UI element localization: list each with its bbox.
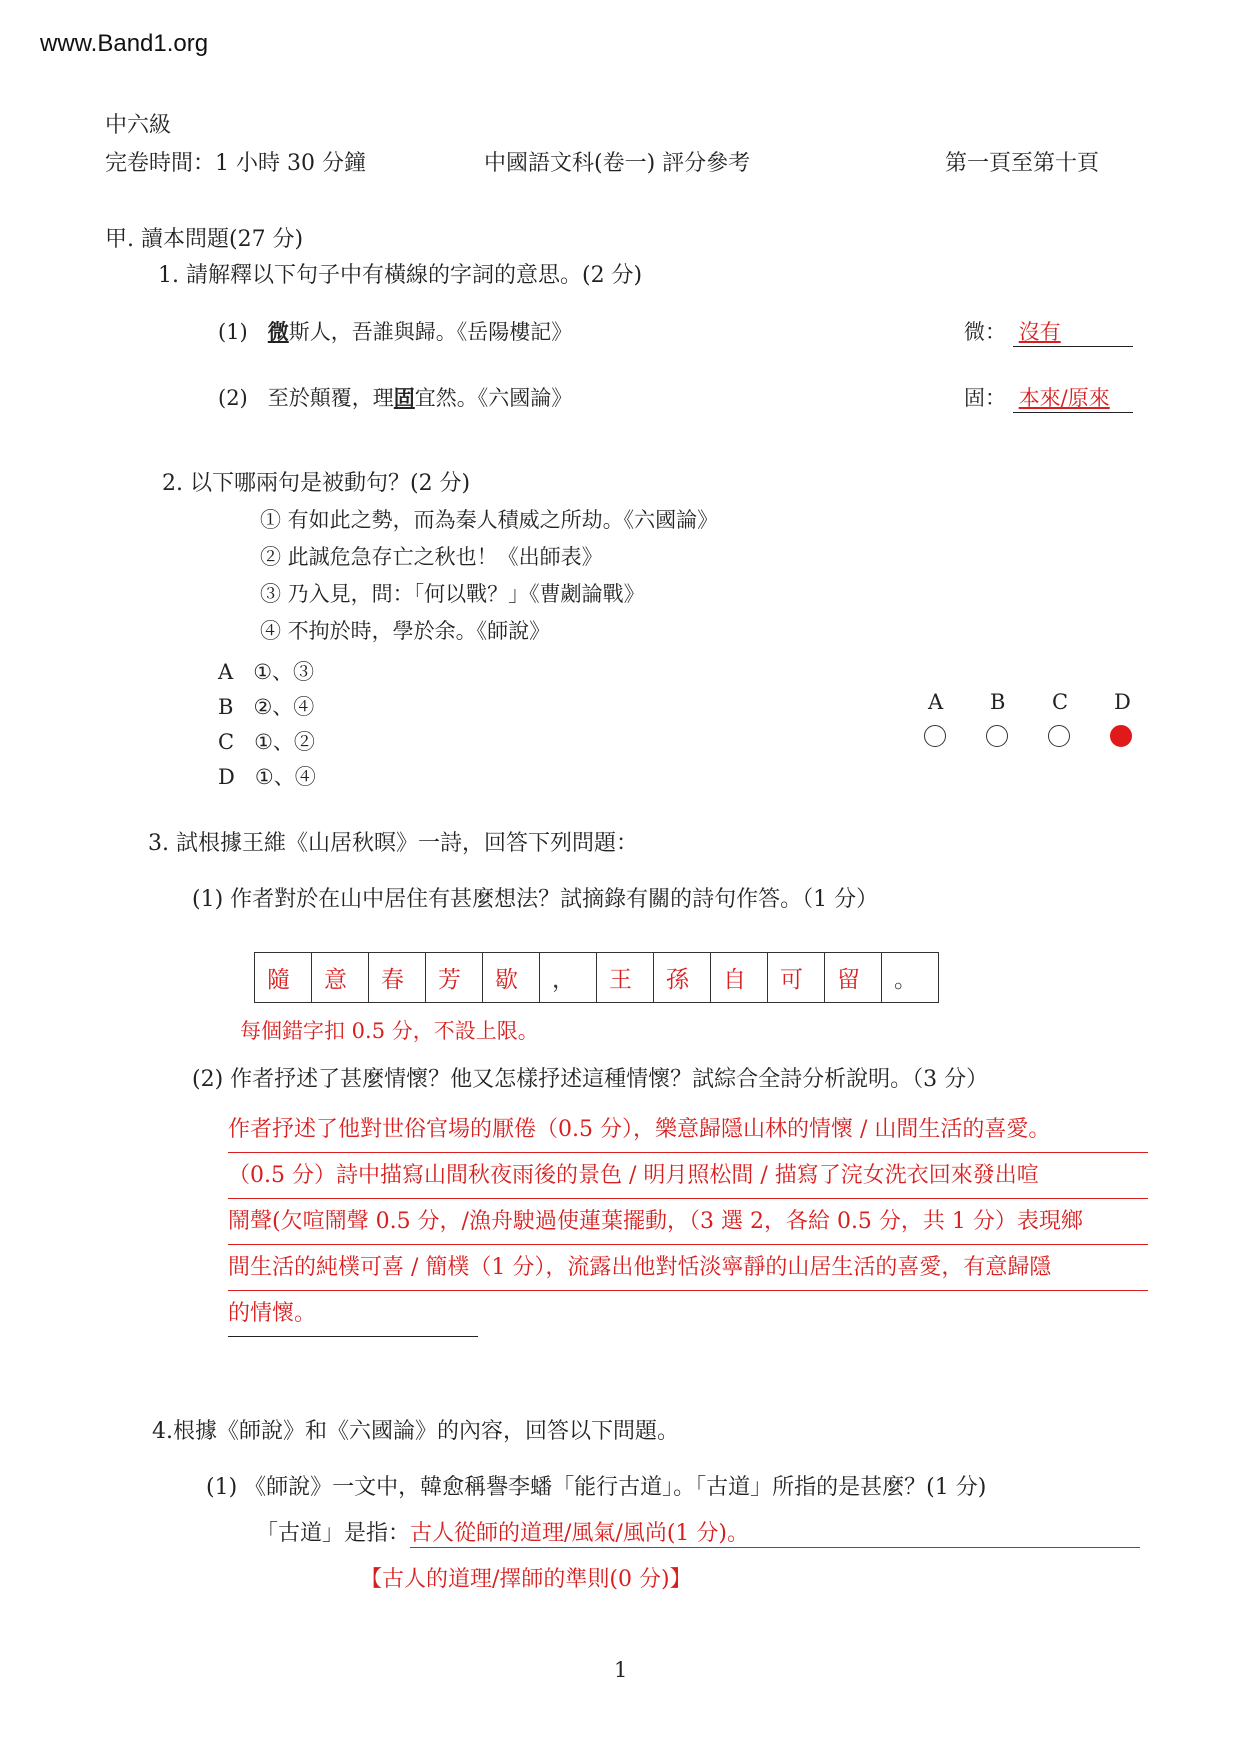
q4-answer-label: 「古道」是指：: [256, 1521, 411, 1546]
grid-cell: 王: [597, 953, 654, 1003]
grid-cell: 隨: [255, 953, 312, 1003]
q2-title: 2. 以下哪兩句是被動句？(2 分): [162, 471, 471, 496]
q3-answer-paragraph: [228, 1107, 1148, 1337]
grid-cell: 歇: [483, 953, 540, 1003]
answer-bubble-a[interactable]: [924, 725, 946, 747]
option-letter: D: [218, 765, 235, 789]
q1-item-2: [218, 382, 572, 412]
answer-bubble-b[interactable]: [986, 725, 1008, 747]
answer-bubble-c[interactable]: [1048, 725, 1070, 747]
q2-option-b: [218, 691, 314, 721]
option-text: ①、③: [253, 660, 315, 684]
q3-sub1: (1) 作者對於在山中居住有甚麼想法？試摘錄有關的詩句作答。（1 分）: [192, 887, 879, 912]
answer-line: 的情懷。: [228, 1291, 478, 1337]
bubble-label-a: A: [928, 690, 944, 714]
q3-sub2: (2) 作者抒述了甚麼情懷？他又怎樣抒述這種情懷？試綜合全詩分析說明。（3 分）: [192, 1067, 989, 1092]
exam-time: 完卷時間：1 小時 30 分鐘: [105, 151, 366, 176]
grid-cell: 留: [825, 953, 882, 1003]
q1-item-2-answer: 本來/原來: [1018, 386, 1110, 410]
q4-answer: 古人從師的道理/風氣/風尚(1 分)。: [410, 1516, 1140, 1548]
q1-item-2-label: 固：: [964, 386, 1006, 410]
answer-line: 鬧聲(欠喧鬧聲 0.5 分，/漁舟駛過使蓮葉擺動，（3 選 2，各給 0.5 分，共 1 分）表現鄉: [228, 1199, 1148, 1245]
q1-item-2-post: 宜然。《六國論》: [414, 386, 573, 410]
q1-item-2-blank: [1013, 382, 1133, 413]
section-title: 甲. 讀本問題(27 分): [105, 227, 304, 252]
grid-note: 每個錯字扣 0.5 分，不設上限。: [240, 1019, 539, 1043]
option-letter: B: [218, 695, 234, 719]
grid-cell: 可: [768, 953, 825, 1003]
q1-item-2-num: (2): [218, 386, 248, 410]
grid-cell: 芳: [426, 953, 483, 1003]
q1-item-1: [218, 316, 572, 346]
q4-sub1: (1) 《師說》一文中，韓愈稱譽李蟠「能行古道」。「古道」所指的是甚麼？(1 分): [206, 1475, 987, 1500]
q1-item-1-answer: 沒有: [1018, 320, 1061, 344]
grid-cell: 。: [882, 953, 939, 1003]
q2-option-a: [218, 656, 314, 686]
q3-title: 3. 試根據王維《山居秋暝》一詩，回答下列問題：: [148, 831, 638, 856]
option-text: ②、④: [253, 695, 315, 719]
grid-cell: 孫: [654, 953, 711, 1003]
answer-line: 間生活的純樸可喜 / 簡樸（1 分），流露出他對恬淡寧靜的山居生活的喜愛，有意歸隱: [228, 1245, 1148, 1291]
q4-note: 【古人的道理/擇師的準則(0 分)】: [360, 1567, 692, 1592]
q2-option-c: [218, 726, 315, 756]
q4-title: 4.根據《師說》和《六國論》的內容，回答以下問題。: [152, 1419, 679, 1444]
q2-option-d: [218, 761, 316, 791]
grid-cell: ，: [540, 953, 597, 1003]
option-text: ①、④: [254, 765, 316, 789]
bubble-label-d: D: [1114, 690, 1131, 714]
option-text: ①、②: [254, 730, 315, 754]
q1-item-1-answer-row: [964, 316, 1133, 347]
answer-line: （0.5 分）詩中描寫山間秋夜雨後的景色 / 明月照松間 / 描寫了浣女洗衣回來發出喧: [228, 1153, 1148, 1199]
page-range: 第一頁至第十頁: [945, 151, 1100, 176]
q2-sentence: ③ 乃入見，問：「何以戰？」《曹劌論戰》: [260, 582, 645, 606]
grid-cell: 自: [711, 953, 768, 1003]
q1-item-1-post: 斯人，吾誰與歸。《岳陽樓記》: [288, 320, 573, 344]
q2-sentence: ④ 不拘於時，學於余。《師說》: [260, 619, 551, 643]
q2-sentence: ② 此誠危急存亡之秋也！《出師表》: [260, 545, 603, 569]
q1-item-2-key: 固: [393, 385, 415, 410]
grid-cell: 意: [312, 953, 369, 1003]
bubble-label-c: C: [1052, 690, 1069, 714]
q1-item-2-pre: 至於顛覆，理: [267, 386, 394, 410]
answer-grid: [254, 952, 939, 1003]
q4-answer-row: [256, 1516, 1146, 1548]
q2-sentence: ① 有如此之勢，而為秦人積威之所劫。《六國論》: [260, 508, 719, 532]
q1-item-1-num: (1): [218, 320, 248, 344]
answer-bubble-d[interactable]: [1110, 725, 1132, 747]
option-letter: A: [218, 660, 234, 684]
grid-cell: 春: [369, 953, 426, 1003]
q1-item-1-label: 微：: [964, 320, 1006, 344]
subject-title: 中國語文科(卷一) 評分參考: [484, 151, 751, 176]
answer-line: 作者抒述了他對世俗官場的厭倦（0.5 分），樂意歸隱山林的情懷 / 山間生活的喜愛。: [228, 1107, 1148, 1153]
q1-title: 1. 請解釋以下句子中有橫線的字詞的意思。(2 分): [158, 263, 643, 288]
q1-item-1-key: 微: [267, 319, 289, 344]
q1-item-1-blank: [1013, 316, 1133, 347]
site-url: www.Band1.org: [40, 30, 209, 57]
q1-item-2-answer-row: [964, 382, 1133, 413]
bubble-label-b: B: [990, 690, 1006, 714]
page-number: 1: [614, 1658, 628, 1682]
level-label: 中六級: [105, 113, 172, 138]
option-letter: C: [218, 730, 235, 754]
